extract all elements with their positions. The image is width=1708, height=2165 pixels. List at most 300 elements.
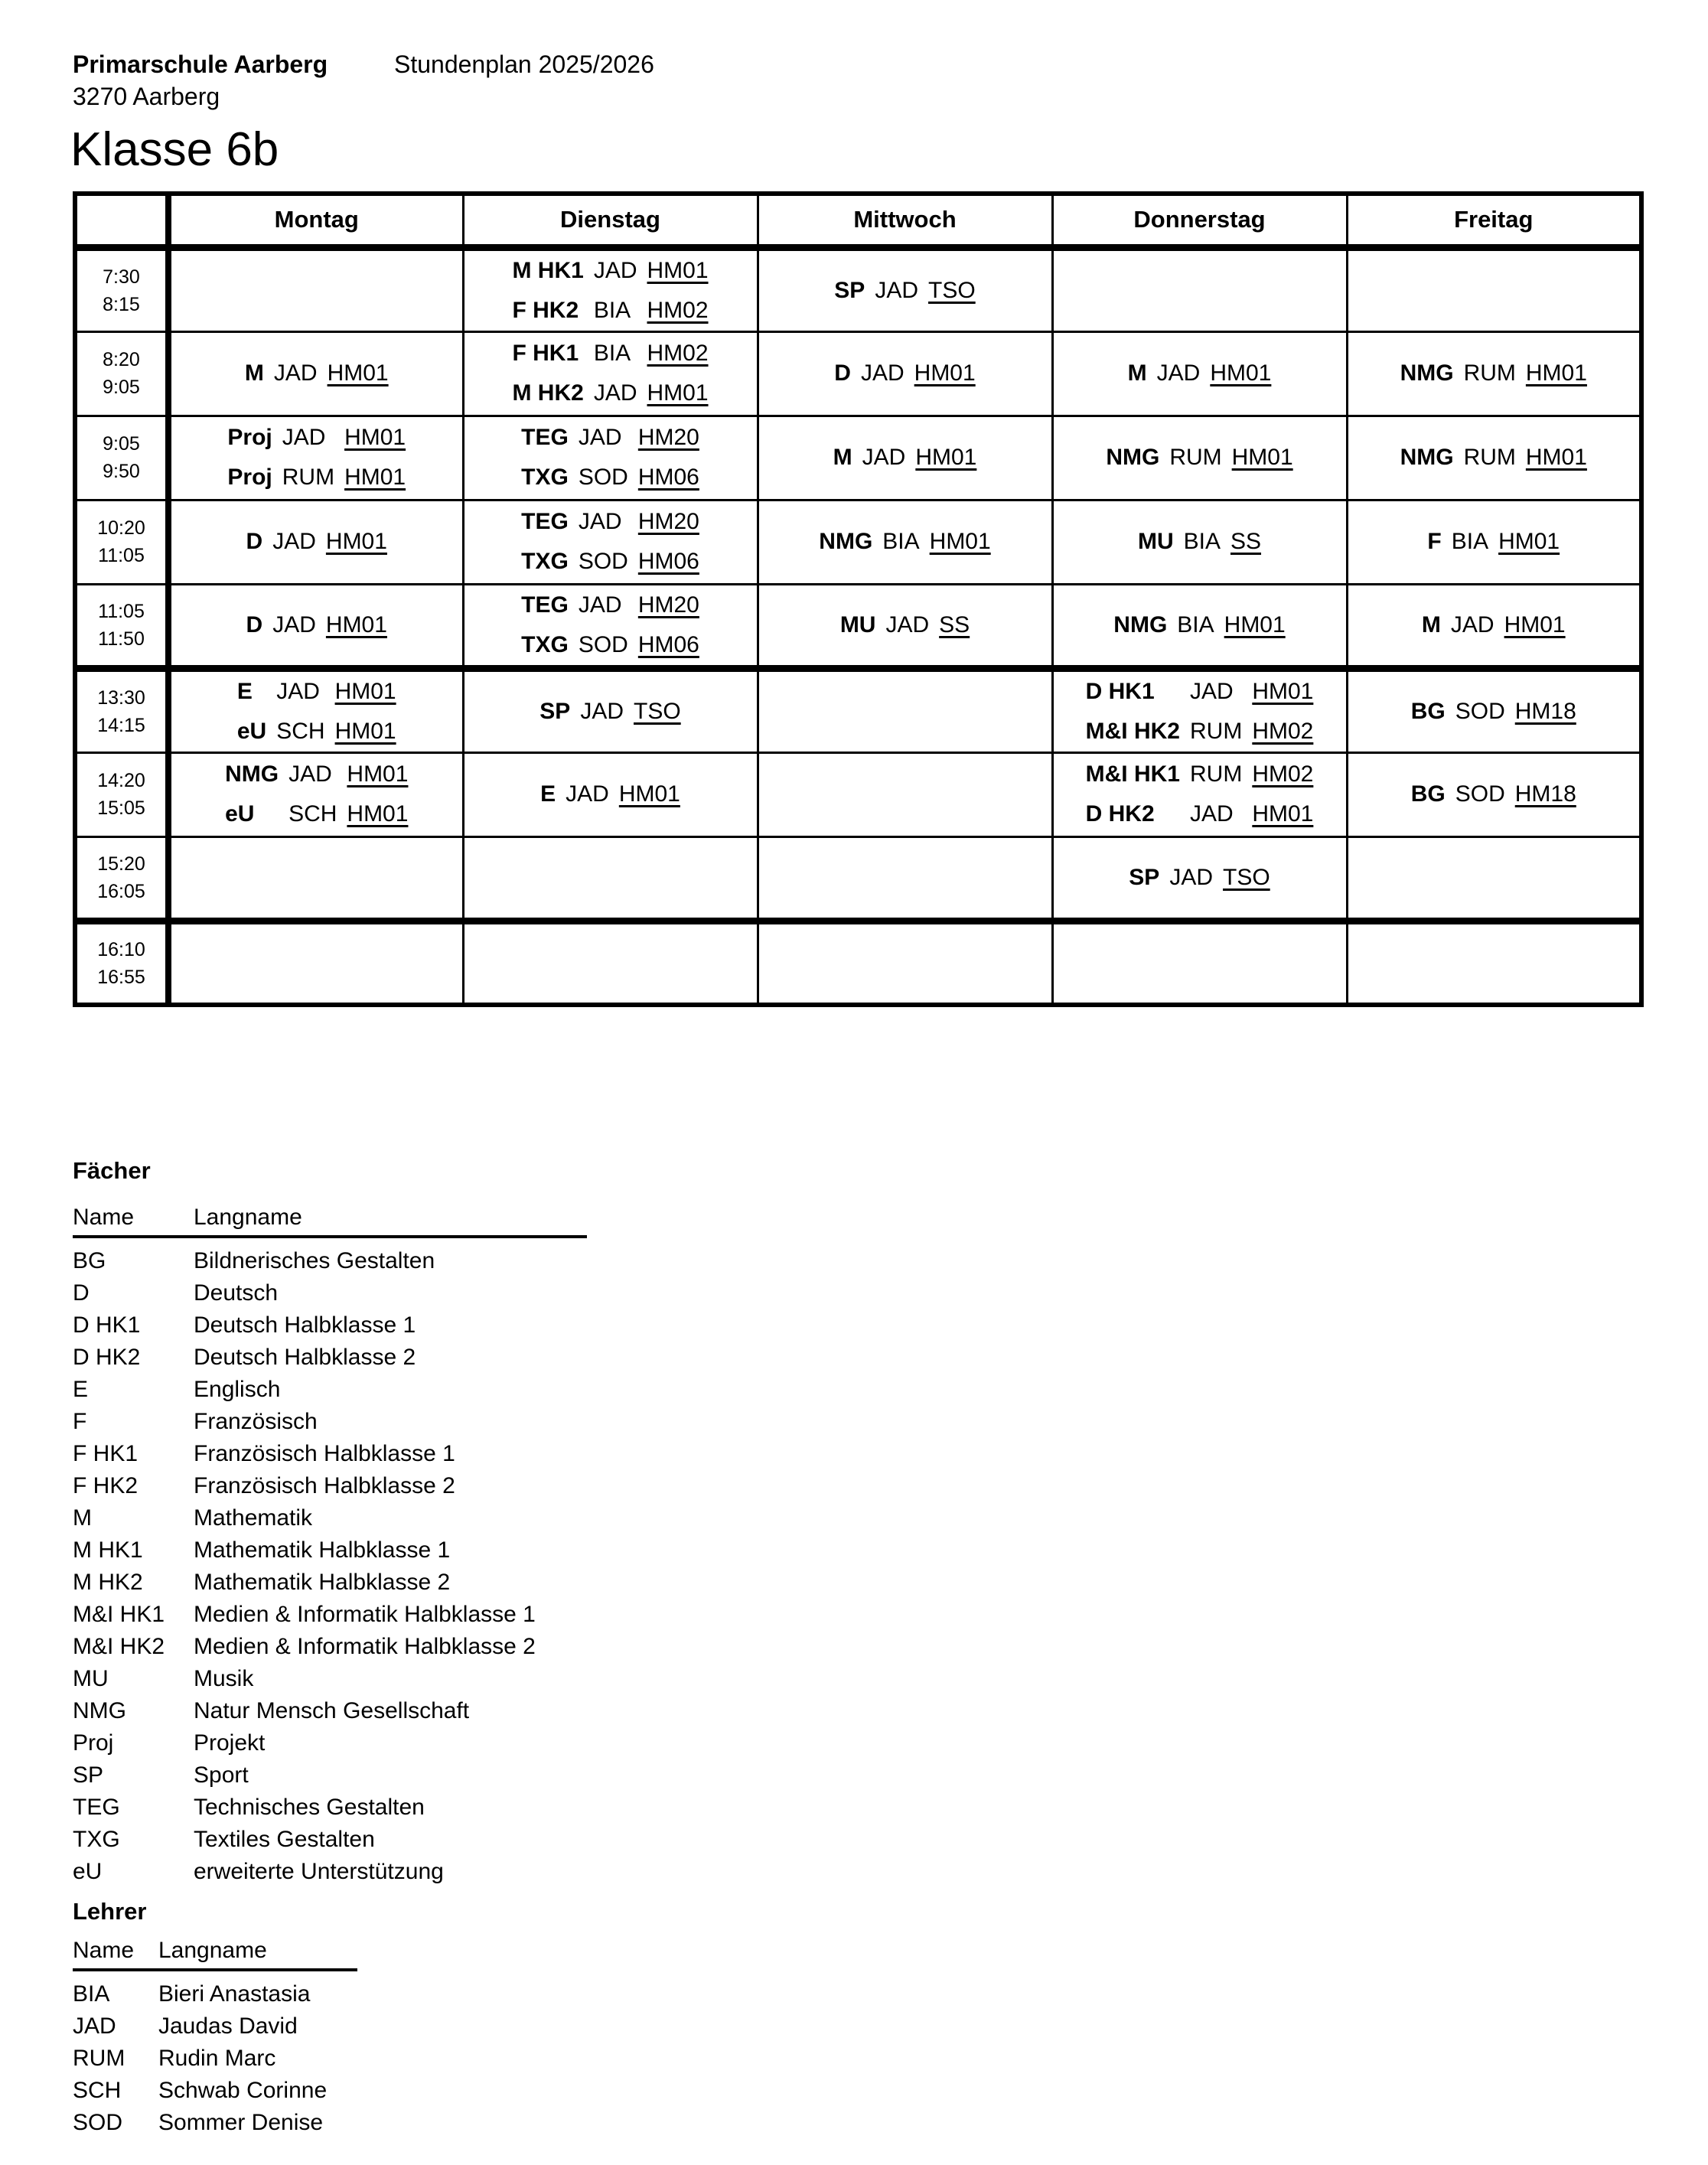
timetable-body — [75, 247, 1641, 1005]
lesson-cell — [463, 331, 758, 416]
subject-code: NMG — [225, 761, 279, 787]
longname: Natur Mensch Gesellschaft — [194, 1698, 470, 1723]
time-label: 13:30 — [97, 686, 145, 709]
lesson-cell — [1052, 668, 1347, 752]
room-code: HM01 — [1525, 445, 1587, 470]
lesson-entries — [1113, 610, 1285, 641]
timetable-row — [75, 921, 1641, 1005]
teacher-code: SOD — [578, 549, 628, 574]
code: Proj — [73, 1730, 114, 1756]
code: BG — [73, 1248, 106, 1273]
subjects-legend — [73, 1157, 587, 1888]
code: M&I HK1 — [73, 1602, 165, 1627]
subjects-col-name: Name — [73, 1205, 135, 1230]
teacher-code: SOD — [1455, 698, 1505, 724]
time-label: 11:50 — [98, 628, 145, 650]
subjects-list — [73, 1245, 587, 1888]
teacher-code: BIA — [1451, 529, 1489, 554]
time-label: 9:05 — [103, 433, 140, 455]
subject-code: MU — [1137, 529, 1174, 554]
time-slot — [75, 836, 168, 921]
teacher-code: SOD — [578, 631, 628, 657]
code: TXG — [73, 1827, 120, 1852]
time-label: 14:20 — [97, 770, 145, 791]
lesson-cell — [463, 921, 758, 1005]
lesson-entries — [833, 442, 977, 473]
room-code: TSO — [1223, 864, 1270, 890]
day-header-donnerstag: Donnerstag — [1052, 194, 1347, 247]
lesson-cell — [1347, 500, 1641, 584]
time-slot — [75, 752, 168, 836]
timetable-row — [75, 416, 1641, 500]
room-code: HM01 — [929, 529, 991, 554]
subject-code: M — [1421, 611, 1441, 637]
subject-item — [73, 1277, 587, 1309]
teachers-header-rule — [73, 1968, 357, 1971]
room-code: HM06 — [637, 549, 699, 574]
room-code: HM01 — [1231, 445, 1293, 470]
room-code: HM01 — [647, 380, 709, 406]
teacher-code: JAD — [875, 277, 919, 303]
teacher-code: JAD — [273, 360, 318, 386]
longname: Deutsch — [194, 1280, 279, 1306]
subject-code: BG — [1410, 781, 1446, 807]
teacher-code: JAD — [593, 257, 637, 283]
longname: Schwab Corinne — [158, 2078, 328, 2103]
lesson-cell — [1347, 331, 1641, 416]
subject-code: E — [540, 781, 556, 807]
room-code: HM02 — [647, 297, 709, 323]
subject-item — [73, 1534, 587, 1567]
subjects-header-rule — [73, 1235, 587, 1238]
subject-item — [73, 1245, 587, 1277]
subject-code: NMG — [1400, 445, 1454, 470]
longname: Technisches Gestalten — [194, 1795, 425, 1820]
lesson-entries — [1400, 442, 1587, 473]
lesson-entries — [246, 610, 387, 641]
longname: Mathematik — [194, 1505, 313, 1531]
subject-code: eU — [225, 801, 255, 827]
timetable-row — [75, 500, 1641, 584]
teacher-item — [73, 2107, 357, 2139]
teacher-code: JAD — [578, 592, 622, 618]
teacher-code: JAD — [1189, 678, 1234, 704]
teacher-code: SCH — [288, 801, 337, 827]
lesson-cell — [758, 584, 1052, 668]
lesson-entries — [1128, 358, 1272, 389]
teacher-code: BIA — [882, 529, 920, 554]
lesson-cell — [1347, 921, 1641, 1005]
subject-code: F — [1427, 529, 1442, 554]
lesson-entries — [819, 527, 990, 557]
room-code: HM01 — [325, 611, 387, 637]
subject-code: M&I HK1 — [1085, 761, 1180, 787]
teachers-title: Lehrer — [73, 1898, 147, 1925]
subject-code: D HK2 — [1085, 801, 1155, 827]
teacher-item — [73, 1978, 357, 2010]
lesson-cell — [1347, 836, 1641, 921]
lesson-cell — [1052, 331, 1347, 416]
time-slot — [75, 247, 168, 331]
room-code: HM01 — [347, 801, 409, 827]
teacher-code: RUM — [1189, 718, 1243, 744]
teacher-code: JAD — [885, 611, 930, 637]
teacher-code: JAD — [566, 781, 609, 807]
room-code: HM01 — [344, 425, 406, 450]
room-code: HM01 — [1525, 360, 1587, 386]
time-label: 16:05 — [97, 880, 145, 902]
code: D HK1 — [73, 1312, 141, 1338]
timetable-row — [75, 584, 1641, 668]
teacher-code: SCH — [276, 718, 325, 744]
time-label: 16:10 — [97, 938, 145, 960]
lesson-cell — [463, 500, 758, 584]
lesson-entries — [521, 590, 699, 660]
subject-code: D — [246, 611, 263, 637]
longname: Französisch Halbklasse 2 — [194, 1473, 455, 1498]
subject-item — [73, 1824, 587, 1856]
lesson-entries — [246, 527, 387, 557]
subject-item — [73, 1695, 587, 1727]
teachers-legend — [73, 1898, 357, 2139]
subject-code: Proj — [227, 465, 272, 490]
time-slot — [75, 331, 168, 416]
teacher-code: JAD — [593, 380, 637, 406]
room-code: TSO — [634, 698, 681, 724]
longname: Medien & Informatik Halbklasse 1 — [194, 1602, 536, 1627]
room-code: HM20 — [637, 425, 699, 450]
subject-code: Proj — [227, 425, 272, 450]
longname: Französisch Halbklasse 1 — [194, 1441, 455, 1466]
subject-code: M HK1 — [512, 257, 584, 283]
lesson-entries — [834, 358, 975, 389]
lesson-cell — [168, 668, 463, 752]
lesson-cell — [1347, 752, 1641, 836]
lesson-entries — [521, 507, 699, 577]
teacher-code: BIA — [1183, 529, 1221, 554]
time-label: 8:20 — [103, 349, 140, 370]
teacher-code: BIA — [593, 297, 631, 323]
lesson-cell — [168, 752, 463, 836]
time-label: 11:05 — [98, 545, 145, 566]
room-code: HM01 — [347, 761, 409, 787]
lesson-entries — [1086, 759, 1314, 830]
subject-item — [73, 1502, 587, 1534]
lesson-cell — [1052, 416, 1347, 500]
lesson-cell — [463, 247, 758, 331]
lesson-entries — [521, 422, 699, 493]
subject-item — [73, 1374, 587, 1406]
room-code: HM01 — [618, 781, 680, 807]
longname: Französisch — [194, 1409, 318, 1434]
longname: Jaudas David — [158, 2013, 298, 2039]
time-slot — [75, 500, 168, 584]
time-label: 11:05 — [98, 600, 145, 622]
day-header-freitag: Freitag — [1347, 194, 1641, 247]
lesson-cell — [758, 921, 1052, 1005]
subject-code: SP — [539, 698, 571, 724]
teacher-code: JAD — [272, 611, 316, 637]
subject-code: D HK1 — [1085, 678, 1155, 704]
subject-code: M — [1127, 360, 1147, 386]
longname: Deutsch Halbklasse 1 — [194, 1312, 416, 1338]
room-code: HM18 — [1514, 781, 1576, 807]
teacher-code: BIA — [1177, 611, 1214, 637]
time-label: 14:15 — [97, 714, 145, 736]
lesson-cell — [168, 921, 463, 1005]
lesson-entries — [225, 759, 408, 830]
subject-code: SP — [1129, 864, 1160, 890]
lesson-entries — [1422, 610, 1566, 641]
room-code: HM01 — [1252, 678, 1314, 704]
teacher-code: JAD — [282, 425, 326, 450]
subject-item — [73, 1792, 587, 1824]
lesson-cell — [463, 836, 758, 921]
teacher-code: BIA — [593, 341, 631, 366]
subject-item — [73, 1727, 587, 1759]
room-code: HM01 — [1210, 360, 1272, 386]
teachers-col-longname: Langname — [158, 1938, 267, 1963]
longname: Sommer Denise — [158, 2110, 324, 2135]
lesson-entries — [1086, 677, 1314, 747]
lesson-entries — [840, 610, 970, 641]
longname: erweiterte Unterstützung — [194, 1859, 444, 1884]
longname: Sport — [194, 1762, 249, 1788]
code: SCH — [73, 2078, 122, 2103]
subject-item — [73, 1663, 587, 1695]
time-label: 8:15 — [103, 293, 140, 315]
day-header-dienstag: Dienstag — [463, 194, 758, 247]
room-code: HM01 — [914, 360, 976, 386]
lesson-cell — [1052, 584, 1347, 668]
plan-title: Stundenplan 2025/2026 — [394, 51, 654, 78]
lesson-entries — [227, 422, 406, 493]
lesson-cell — [1347, 416, 1641, 500]
teacher-code: JAD — [1450, 611, 1494, 637]
day-header-montag: Montag — [168, 194, 463, 247]
subject-item — [73, 1856, 587, 1888]
lesson-cell — [1052, 836, 1347, 921]
teacher-code: JAD — [580, 698, 624, 724]
time-label: 16:55 — [97, 966, 145, 988]
subject-code: M HK2 — [512, 380, 584, 406]
room-code: TSO — [928, 277, 976, 303]
lesson-entries — [237, 677, 396, 747]
lesson-entries — [245, 358, 389, 389]
subject-item — [73, 1342, 587, 1374]
lesson-cell — [758, 500, 1052, 584]
code: M — [73, 1505, 92, 1531]
time-label: 15:20 — [97, 853, 145, 875]
lesson-entries — [1129, 862, 1270, 893]
room-code: HM01 — [1252, 801, 1314, 827]
timetable-row — [75, 331, 1641, 416]
lesson-cell — [758, 752, 1052, 836]
code: JAD — [73, 2013, 116, 2039]
room-code: HM01 — [334, 678, 396, 704]
longname: Deutsch Halbklasse 2 — [194, 1345, 416, 1370]
room-code: HM01 — [327, 360, 389, 386]
lesson-cell — [168, 416, 463, 500]
room-code: HM18 — [1514, 698, 1576, 724]
longname: Mathematik Halbklasse 2 — [194, 1570, 451, 1595]
subject-code: eU — [236, 718, 267, 744]
teacher-code: JAD — [1169, 864, 1214, 890]
lesson-cell — [168, 331, 463, 416]
timetable-header-row — [75, 194, 1641, 247]
teacher-code: RUM — [282, 465, 335, 490]
teacher-code: JAD — [288, 761, 332, 787]
subject-code: M — [833, 445, 852, 470]
room-code: HM02 — [1252, 761, 1314, 787]
subject-item — [73, 1759, 587, 1792]
code: TEG — [73, 1795, 120, 1820]
code: SP — [73, 1762, 104, 1788]
code: MU — [73, 1666, 109, 1691]
teachers-list — [73, 1978, 357, 2139]
code: RUM — [73, 2046, 125, 2071]
code: SOD — [73, 2110, 123, 2135]
timetable-row — [75, 752, 1641, 836]
longname: Textiles Gestalten — [194, 1827, 375, 1852]
lesson-entries — [1106, 442, 1292, 473]
code: M HK1 — [73, 1537, 143, 1563]
teacher-code: JAD — [272, 529, 316, 554]
time-slot — [75, 584, 168, 668]
lesson-entries — [1427, 527, 1560, 557]
room-code: HM06 — [637, 465, 699, 490]
code: E — [73, 1377, 89, 1402]
subject-code: TEG — [521, 592, 569, 618]
teacher-code: JAD — [862, 445, 906, 470]
room-code: HM01 — [647, 257, 709, 283]
subject-code: NMG — [1400, 360, 1454, 386]
room-code: HM01 — [325, 529, 387, 554]
teacher-code: JAD — [276, 678, 320, 704]
subject-code: TXG — [521, 549, 569, 574]
lesson-cell — [1052, 500, 1347, 584]
longname: Mathematik Halbklasse 1 — [194, 1537, 451, 1563]
teacher-code: JAD — [1189, 801, 1234, 827]
room-code: HM01 — [1498, 529, 1560, 554]
longname: Bildnerisches Gestalten — [194, 1248, 435, 1273]
room-code: HM02 — [647, 341, 709, 366]
lesson-cell — [1347, 584, 1641, 668]
subject-code: D — [834, 360, 851, 386]
subject-item — [73, 1470, 587, 1502]
time-label: 9:50 — [103, 461, 140, 482]
teacher-code: JAD — [578, 509, 622, 534]
lesson-cell — [463, 752, 758, 836]
timetable-row — [75, 668, 1641, 752]
longname: Rudin Marc — [158, 2046, 276, 2071]
room-code: SS — [1230, 529, 1262, 554]
lesson-entries — [539, 696, 680, 727]
lesson-entries — [834, 276, 975, 306]
code: M&I HK2 — [73, 1634, 165, 1659]
teacher-item — [73, 2043, 357, 2075]
teacher-code: JAD — [578, 425, 622, 450]
teachers-col-name: Name — [73, 1938, 135, 1963]
room-code: HM20 — [637, 509, 699, 534]
lesson-cell — [758, 331, 1052, 416]
room-code: HM02 — [1252, 718, 1314, 744]
room-code: HM20 — [637, 592, 699, 618]
room-code: HM06 — [637, 631, 699, 657]
subject-code: NMG — [819, 529, 873, 554]
subject-code: TXG — [521, 465, 569, 490]
lesson-cell — [758, 668, 1052, 752]
subjects-column-headers — [73, 1202, 587, 1234]
room-code: HM01 — [344, 465, 406, 490]
timetable-row — [75, 247, 1641, 331]
room-code: HM01 — [334, 718, 396, 744]
class-title: Klasse 6b — [70, 123, 279, 176]
longname: Medien & Informatik Halbklasse 2 — [194, 1634, 536, 1659]
lesson-cell — [758, 836, 1052, 921]
lesson-entries — [1400, 358, 1587, 389]
subjects-title: Fächer — [73, 1157, 151, 1184]
subject-item — [73, 1567, 587, 1599]
day-header-mittwoch: Mittwoch — [758, 194, 1052, 247]
subject-code: NMG — [1113, 611, 1168, 637]
teacher-item — [73, 2075, 357, 2107]
subject-code: F HK1 — [512, 341, 579, 366]
subject-item — [73, 1406, 587, 1438]
time-slot — [75, 921, 168, 1005]
subject-code: F HK2 — [512, 297, 579, 323]
lesson-cell — [758, 247, 1052, 331]
code: D HK2 — [73, 1345, 141, 1370]
code: BIA — [73, 1981, 110, 2007]
code: NMG — [73, 1698, 126, 1723]
lesson-entries — [540, 779, 680, 810]
longname: Musik — [194, 1666, 254, 1691]
subject-code: E — [236, 678, 253, 704]
subject-item — [73, 1309, 587, 1342]
time-label: 10:20 — [97, 517, 145, 539]
lesson-cell — [1347, 247, 1641, 331]
subject-code: M&I HK2 — [1085, 718, 1180, 744]
subjects-col-longname: Langname — [194, 1205, 302, 1230]
subject-code: D — [246, 529, 263, 554]
lesson-cell — [1347, 668, 1641, 752]
subject-code: MU — [839, 611, 876, 637]
subject-code: TEG — [521, 425, 569, 450]
time-label: 7:30 — [103, 266, 140, 288]
room-code: HM01 — [1504, 611, 1566, 637]
time-label: 9:05 — [103, 377, 140, 398]
lesson-cell — [168, 500, 463, 584]
timetable-corner-cell — [75, 194, 168, 247]
longname: Englisch — [194, 1377, 281, 1402]
longname: Bieri Anastasia — [158, 1981, 311, 2007]
teacher-code: SOD — [578, 465, 628, 490]
subject-code: NMG — [1106, 445, 1160, 470]
time-label: 15:05 — [97, 797, 145, 819]
code: F HK2 — [73, 1473, 139, 1498]
school-address: 3270 Aarberg — [73, 83, 220, 110]
lesson-cell — [1052, 247, 1347, 331]
code: eU — [73, 1859, 103, 1884]
lesson-cell — [463, 416, 758, 500]
room-code: HM01 — [915, 445, 977, 470]
subject-item — [73, 1438, 587, 1470]
code: M HK2 — [73, 1570, 143, 1595]
subject-item — [73, 1599, 587, 1631]
timetable — [73, 191, 1644, 1007]
time-slot — [75, 416, 168, 500]
